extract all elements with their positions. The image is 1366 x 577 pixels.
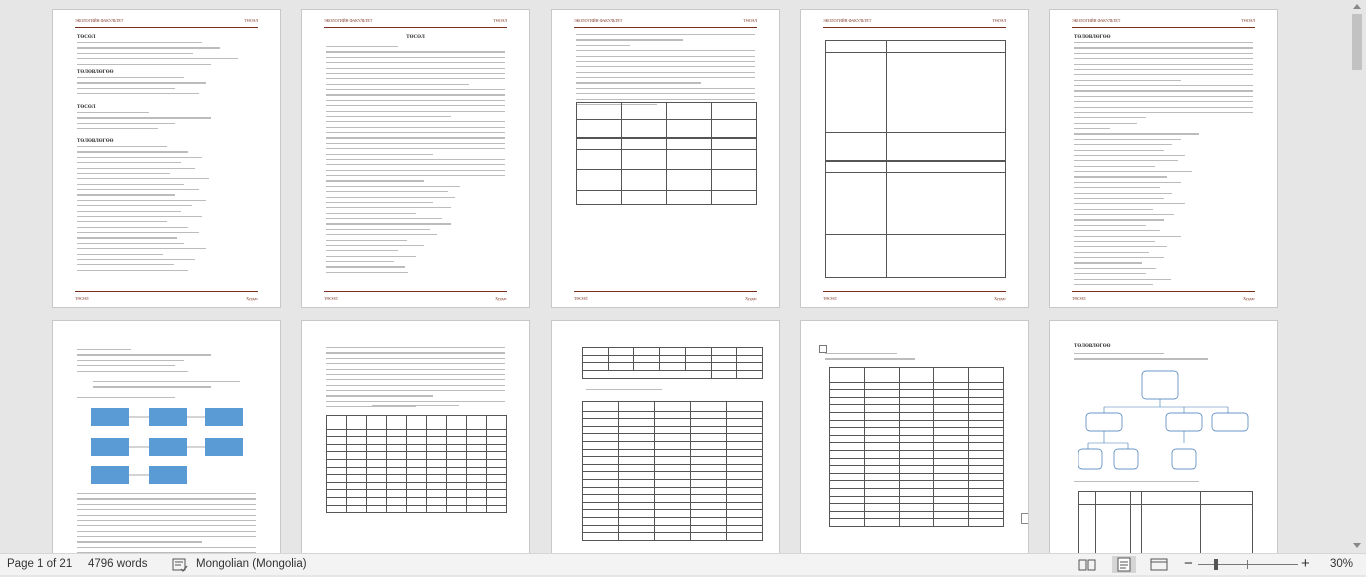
footer-right: Хуудас xyxy=(246,296,258,301)
page-2[interactable] xyxy=(301,9,530,308)
totals-table xyxy=(582,347,763,379)
zoom-level[interactable]: 30% xyxy=(1330,558,1354,570)
zoom-slider[interactable] xyxy=(1198,564,1298,565)
page-10[interactable] xyxy=(1049,320,1278,560)
materials-table xyxy=(326,415,507,513)
table-move-handle[interactable] xyxy=(819,345,827,353)
spellcheck-icon[interactable] xyxy=(172,557,188,572)
items-table xyxy=(582,401,763,541)
footer-right: Хуудас xyxy=(745,296,757,301)
header-right: ТӨСӨЛ xyxy=(1241,18,1255,23)
zoom-slider-thumb[interactable] xyxy=(1214,559,1218,570)
zoom-in-button[interactable]: + xyxy=(1301,555,1310,572)
toc-heading: ТӨЛӨВЛӨГӨӨ xyxy=(77,70,114,75)
header-right: ТӨСӨЛ xyxy=(992,18,1006,23)
page-count[interactable]: Page 1 of 21 xyxy=(7,558,73,570)
word-count[interactable]: 4796 words xyxy=(88,558,148,570)
data-table xyxy=(576,102,757,138)
web-layout-button[interactable] xyxy=(1147,556,1171,573)
scroll-down-arrow[interactable] xyxy=(1353,543,1361,548)
table-resize-handle[interactable] xyxy=(1021,513,1029,524)
status-bar xyxy=(0,553,1366,575)
footer-left: ТӨСӨЛ xyxy=(1072,296,1086,301)
page-6[interactable] xyxy=(52,320,281,560)
zoom-slider-center-tick xyxy=(1247,560,1248,569)
category-table xyxy=(825,40,1006,162)
footer-left: ТӨСӨЛ xyxy=(75,296,89,301)
page-1[interactable] xyxy=(52,9,281,308)
page-3[interactable] xyxy=(551,9,780,308)
scroll-up-arrow[interactable] xyxy=(1353,4,1361,9)
header-left: ЭКОЛОГИЙН ФАКУЛЬТЕТ xyxy=(1072,18,1121,23)
page-5[interactable] xyxy=(1049,9,1278,308)
footer-left: ТӨСӨЛ xyxy=(574,296,588,301)
flowchart-diagram xyxy=(89,406,249,486)
footer-right: Хуудас xyxy=(495,296,507,301)
header-right: ТӨСӨЛ xyxy=(244,18,258,23)
price-table xyxy=(829,367,1004,527)
vertical-scrollbar[interactable] xyxy=(1348,0,1366,553)
page-9[interactable] xyxy=(800,320,1029,560)
header-left: ЭКОЛОГИЙН ФАКУЛЬТЕТ xyxy=(823,18,872,23)
page-7[interactable] xyxy=(301,320,530,560)
toc-heading: ТӨЛӨВЛӨГӨӨ xyxy=(77,139,114,144)
chapter-title: ТӨСӨЛ xyxy=(406,35,425,40)
page-4[interactable] xyxy=(800,9,1029,308)
toc-title: ТӨСӨЛ xyxy=(77,35,96,40)
read-mode-button[interactable] xyxy=(1075,556,1099,573)
data-table xyxy=(576,138,757,205)
language-indicator[interactable]: Mongolian (Mongolia) xyxy=(196,558,307,570)
footer-left: ТӨСӨЛ xyxy=(324,296,338,301)
header-left: ЭКОЛОГИЙН ФАКУЛЬТЕТ xyxy=(324,18,373,23)
section-title: ТӨЛӨВЛӨГӨӨ xyxy=(1074,344,1111,349)
header-left: ЭКОЛОГИЙН ФАКУЛЬТЕТ xyxy=(75,18,124,23)
header-right: ТӨСӨЛ xyxy=(743,18,757,23)
section-title: ТӨЛӨВЛӨГӨӨ xyxy=(1074,35,1111,40)
footer-right: Хуудас xyxy=(994,296,1006,301)
footer-left: ТӨСӨЛ xyxy=(823,296,837,301)
header-left: ЭКОЛОГИЙН ФАКУЛЬТЕТ xyxy=(574,18,623,23)
scroll-thumb[interactable] xyxy=(1352,14,1362,70)
toc-heading: ТӨСӨЛ xyxy=(77,105,96,110)
page-8[interactable] xyxy=(551,320,780,560)
responsibility-table xyxy=(1078,491,1253,557)
header-right: ТӨСӨЛ xyxy=(493,18,507,23)
print-layout-button[interactable] xyxy=(1112,556,1136,573)
org-chart-diagram xyxy=(1078,367,1253,475)
footer-right: Хуудас xyxy=(1243,296,1255,301)
zoom-out-button[interactable]: − xyxy=(1184,555,1193,572)
category-table xyxy=(825,160,1006,278)
